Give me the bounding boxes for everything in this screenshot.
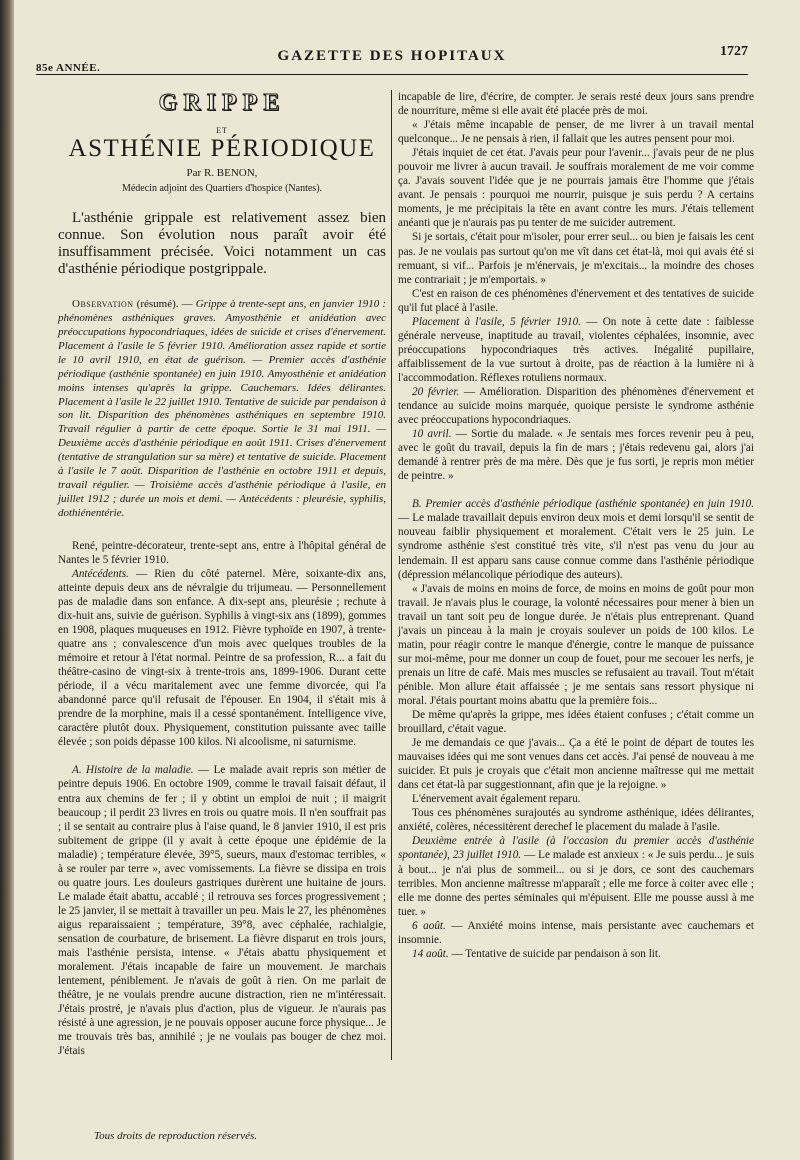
paragraph-antecedents (58, 567, 386, 750)
paragraph-rene: René, peintre-décorateur, trente-sept ans, entre à l'hôpital général de Nantes le 5 février 1910. (58, 539, 386, 566)
paragraph-r4: Si je sortais, c'était pour m'isoler, pour errer seul... ou bien je faisais les cent pas. Je ne voulais pas surtout qu'on me vît dans cet état-là, moi qui avais été si remuant, si vif... Parfois je m'énervais, je m'excitais... la moindre des choses me contrariait ; je m'emportais. » (398, 231, 754, 286)
r16-text: — Anxiété moins intense, mais persistante avec cauchemars et insomnie. (398, 919, 755, 946)
observation-summary (58, 298, 386, 521)
paragraph-r8 (398, 427, 754, 483)
r8-text: — Sortie du malade. « Je sentais mes forces revenir peu à peu, avec le goût du travail, depuis la fin de mars ; j'étais redevenu gai, alors j'ai demandé à rentrer près de ma mère. Dès que je fus sorti, je repris mon métier de peintre. » (398, 428, 755, 483)
history-label: A. Histoire de la maladie. (72, 764, 194, 777)
page-number: 1727 (720, 44, 748, 59)
paragraph-r9 (398, 497, 754, 581)
paragraph-history (58, 763, 386, 1058)
article-title-top: GRIPPE (158, 90, 286, 116)
paragraph-r15 (398, 834, 754, 918)
r6-label: Placement à l'asile, 5 février 1910. (412, 315, 582, 328)
right-column (398, 90, 754, 961)
page-gutter (0, 0, 14, 1160)
paragraph-r16 (398, 919, 754, 947)
paragraph-r2: « J'étais même incapable de penser, de me livrer à un travail mental quelconque... Je ne pensais à rien, il fallait que les autres pensent pour moi. (398, 119, 754, 146)
journal-title: GAZETTE DES HOPITAUX (277, 48, 507, 64)
paragraph-r6 (398, 315, 754, 385)
article-title-et: ET (216, 126, 228, 136)
paragraph-r13: L'énervement avait également reparu. (412, 793, 581, 806)
page-header (36, 44, 748, 75)
paragraph-r11: De même qu'après la grippe, mes idées étaient confuses ; c'était comme un brouillard, c'était vague. (398, 709, 754, 736)
r9-label: B. Premier accès d'asthénie périodique (asthénie spontanée) en juin 1910. (412, 498, 754, 511)
r8-label: 10 avril. (412, 428, 452, 441)
year-label: 85e ANNÉE. (36, 62, 101, 74)
observation-resume: (résumé). — (136, 298, 193, 311)
paragraph-r5: C'est en raison de ces phénomènes d'énervement et des tentatives de suicide qu'il fut placé à l'asile. (398, 287, 754, 314)
r16-label: 6 août. (412, 919, 446, 932)
r17-text: — Tentative de suicide par pendaison à son lit. (451, 947, 661, 960)
paragraph-r7 (398, 385, 754, 427)
observation-text: Grippe à trente-sept ans, en janvier 1910 : phénomènes asthéniques graves. Amyosthénie et anidéation avec préoccupations hypocondriaques, idées de suicide et crises d'énervement. Placement à l'asile le 5 février 1910. Amélioration assez rapide et sortie le 10 avril 1910, en état de guérison. — Premier accès d'asthénie périodique (asthénie spontanée) en juin 1910. Amyosthénie et anidéation moins intenses qu'après la grippe. Cauchemars. Idées délirantes. Placement à l'asile le 22 juillet 1910. Tentative de suicide par pendaison à son lit. Disparition des phénomènes asthéniques en septembre 1910. Travail régulier à partir de cette époque. Sortie le 31 mai 1911. — Deuxième accès d'asthénie périodique en août 1911. Crises d'énervement (tentative de strangulation sur sa mère) et tentative de suicide. Placement à l'asile le 7 août. Disparition de l'asthénie en octobre 1911 et depuis, travail régulier. — Troisième accès d'asthénie périodique à l'asile, en juillet 1912 ; durée un mois et demi. — Antécédents : pleurésie, syphilis, dothiénentérie. (58, 298, 387, 519)
rights-notice: Tous droits de reproduction réservés. (94, 1130, 258, 1142)
r15-label: Deuxième entrée à l'asile (à l'occasion du premier accès d'asthénie spontanée), 23 juillet 1910. (398, 835, 754, 862)
left-column (58, 90, 386, 1058)
article-title-main: ASTHÉNIE PÉRIODIQUE (68, 135, 376, 163)
observation-label: Observation (72, 298, 134, 311)
history-text: — Le malade avait repris son métier de peintre depuis 1906. En octobre 1909, comme le travail faisait défaut, il entra aux chemins de fer ; il y obtint un emploi de nuit ; il maigrit beaucoup ; il perdit 23 livres en trois ou quatre mois. Il n'en souffrait pas ; il se sentait au contraire plus à l'aise quand, le 8 janvier 1910, il est pris subitement de grippe (il y avait à cette époque une épidémie de la maladie) ; température élevée, 39°5, sueurs, maux d'estomac terribles, « à se rouler par terre », avec vomissements. La fièvre se dissipa en trois ou quatre jours. Les douleurs gastriques durèrent une huitaine de jours. Le malade était abattu, accablé ; il retrouva ses forces progressivement ; le 25 janvier, il se mettait à travailler un peu. Mais le 27, les phénomènes aigus reparaissaient ; température, 39°8, avec céphalée, rachialgie, sensation de courbature, de brisement. La fièvre disparut en trois jours, mais l'asthénie persista, intense. « J'étais abattu physiquement et moralement. J'étais incapable de faire un mouvement. Je marchais lentement, péniblement. Je n'avais de goût à rien. On me parlait de théâtre, je ne voulais prendre aucune distraction, rien ne m'intéressait. J'étais prostré, je n'avais plus d'action, plus de vigueur. Je n'aurais pas résisté à une agression, je ne pouvais opposer aucune force physique... Je me trouvais très bas, annihilé ; je ne voulais pas bouger de chez moi. J'étais (58, 764, 386, 1058)
intro-paragraph: L'asthénie grippale est relativement assez bien connue. Son évolution nous paraît avoir été insuffisamment précisée. Voici notamment un cas d'asthénie périodique postgrippale. (58, 210, 386, 278)
paragraph-r14: Tous ces phénomènes surajoutés au syndrome asthénique, idées délirantes, anxiété, colères, nécessitèrent derechef le placement du malade à l'asile. (398, 807, 754, 834)
r7-text: — Amélioration. Disparition des phénomènes d'énervement et tendance au suicide moins marquée, quoique persiste le syndrome asthénie avec préoccupations hypocondriaques. (398, 385, 754, 427)
paragraph-r12: Je me demandais ce que j'avais... Ça a été le point de départ de toutes les mauvaises idées qui me sont venues dans cet accès. J'ai pensé de nouveau à me suicider. Et puis je croyais que c'était mon ancienne maîtresse qui me mettait dans cet état-là par suggestionnant, afin que je la rejoigne. » (398, 737, 754, 792)
r7-label: 20 février. (412, 385, 460, 398)
r17-label: 14 août. (412, 947, 449, 960)
column-divider (391, 90, 392, 1060)
paragraph-r10: « J'avais de moins en moins de force, de moins en moins de goût pour mon travail. Je n'avais plus le courage, la volonté nécessaires pour mener à bien un travail un tant soit peu de longue durée. Je n'étais plus entreprenant. Quand j'avais un pinceau à la main je croyais soulever un poids de 100 kilos. Le matin, pour réagir contre le manque d'énergie, contre le manque de puissance sur moi-même, pour me donner un coup de fouet, pour me secouer les nerfs, je prenais un litre de café. Mais mes muscles se refusaient au travail. Tout m'était pénible. Mon allure était affaissée ; je me sentais sans ressort physique ni moral. J'étais pourtant moins abattu que la première fois... (398, 582, 754, 707)
author-affiliation: Médecin adjoint des Quartiers d'hospice (Nantes). (121, 183, 323, 195)
paragraph-r17 (398, 947, 754, 961)
antecedents-text: — Rien du côté paternel. Mère, soixante-dix ans, atteinte depuis deux ans de névralgie du trijumeau. — Personnellement pas de maladie dans son enfance. A dix-sept ans, pleurésie ; rechute à dix-huit ans, suivie de guérison. Syphilis à vingt-six ans (1899), gommes en 1908, plaques muqueuses en 1912. Fièvre typhoïde en 1907, à trente-quatre ans ; convalescence d'un mois avec quelques troubles de la mémoire et retour à l'état normal. Peintre de sa profession, R... a fait du théâtre-casino de vingt-six à trente-trois ans, 1899-1906. Durant cette période, il a vécu maritalement avec une femme divorcée, qui l'a abandonné parce qu'il refusait de l'épouser. En 1904, il s'était mis à prendre de la morphine, mais il a cessé spontanément. Intelligence vive, caractère plutôt doux. Physiquement, constitution puissante avec taille élevée ; son poids dépasse 100 kilos. Ni alcoolisme, ni saturnisme. (58, 567, 386, 749)
r9-text: — Le malade travaillait depuis environ deux mois et demi lorsqu'il se sentit de nouveau faiblir physiquement et moralement. C'était vers le 25 juin. Le syndrome asthénie s'est constitué très vite, s'il n'est pas venu du jour au lendemain. Il est apparu sans cause connue comme dans l'asthénie périodique (dépression mélancolique périodique des auteurs). (398, 512, 754, 581)
paragraph-r3: J'étais inquiet de cet état. J'avais peur pour l'avenir... j'avais peur de ne plus pouvoir me livrer à aucun travail. Je souffrais moralement de me voir comme ça. J'avais souvent l'idée que je ne pourrais jamais être l'homme que j'étais avant. Je pensais : pourquoi me nourrir, puisque je suis perdu ? A certains moments, je me précipitais la tête en avant contre les murs. J'étais tellement anéanti que je n'aurais pas pu tenter de me suicider autrement. (398, 147, 754, 230)
r15-text: — Le malade est anxieux : « Je suis perdu... je suis à bout... je n'ai plus de sommeil... ou si je dors, ce sont des cauchemars terribles. Mon ancienne maîtresse m'apparaît ; elle me force à coiter avec elle ; elle me donne des pertes séminales qui m'épuisent. Elle me pousse aussi à me tuer. » (398, 849, 754, 918)
author: Par R. BENON, (186, 167, 258, 180)
r6-text: — On note à cette date : faiblesse générale nerveuse, inaptitude au travail, violentes céphalées, insomnie, avec préoccupations hypocondriaques très actives. Inégalité pupillaire, affaiblissement de la vue surtout à droite, pas de réaction à la lumière ni à l'accommodation. Réflexes rotuliens normaux. (398, 315, 755, 384)
antecedents-label: Antécédents. (72, 567, 129, 580)
paragraph-r1: incapable de lire, d'écrire, de compter. Je serais resté deux jours sans prendre de nourriture, même si elle avait été placée près de moi. (398, 91, 754, 118)
